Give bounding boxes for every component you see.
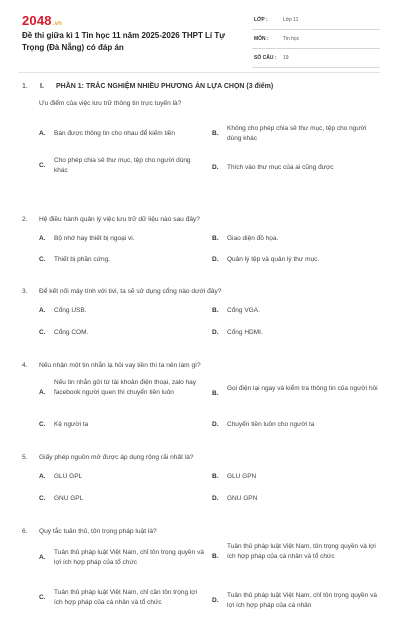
exam-content <box>0 80 400 624</box>
question-line <box>0 450 400 468</box>
option-key: D. <box>212 421 219 428</box>
option-text: Cổng COM. <box>54 329 89 336</box>
question-4 <box>0 358 400 450</box>
option-text: Bộ nhớ hay thiết bị ngoại vi. <box>54 235 135 242</box>
option-key: B. <box>212 390 219 397</box>
meta-row-count <box>252 52 380 68</box>
option-key: A. <box>39 235 46 242</box>
option-key: D. <box>212 495 219 502</box>
option-c[interactable] <box>39 156 209 178</box>
option-key: A. <box>39 389 46 396</box>
question-number: 4. <box>22 362 28 369</box>
option-key: B. <box>212 130 219 137</box>
option-key: A. <box>39 554 46 561</box>
option-c[interactable] <box>39 588 209 610</box>
option-text: Gọi điện lại ngay và kiểm tra thông tin của người hỏi <box>227 385 378 392</box>
option-text: Cổng HDMI. <box>227 329 263 336</box>
option-text: GLU GPL <box>54 473 83 480</box>
section-title: PHẦN 1: TRẮC NGHIỆM NHIỀU PHƯƠNG ÁN LỰA CHỌN (3 điểm) <box>56 83 274 90</box>
question-text: Quy tắc tuân thủ, tôn trọng pháp luật là? <box>39 528 157 535</box>
meta-row-class <box>252 14 380 30</box>
logo-main: 2048 <box>22 13 52 28</box>
option-key: B. <box>212 307 219 314</box>
document-meta <box>252 14 380 71</box>
meta-value: 19 <box>283 55 289 61</box>
option-key: C. <box>39 329 46 336</box>
question-text: Nếu nhận một tin nhắn lạ hỏi vay tiền thì ta nên làm gì? <box>39 362 201 369</box>
option-text: Cổng USB. <box>54 307 87 314</box>
question-line <box>0 358 400 376</box>
question-line <box>0 212 400 230</box>
option-d[interactable] <box>212 591 382 613</box>
option-text: Nếu tin nhắn gửi từ tài khoản điện thoại, zalo hay facebook người quen thì chuyển tiền luôn <box>54 379 197 396</box>
option-text: Chuyển tiền luôn cho người ta <box>227 421 315 428</box>
meta-key: SỐ CÂU : <box>254 55 277 61</box>
option-key: C. <box>39 256 46 263</box>
question-5 <box>0 450 400 524</box>
option-text: Tuân thủ pháp luật Việt Nam, tôn trọng quyền và lợi ích hợp pháp của cá nhân và tổ chức <box>227 543 376 560</box>
option-key: C. <box>39 594 46 601</box>
option-key: D. <box>212 597 219 604</box>
question-number: 1. <box>22 83 28 90</box>
option-key: D. <box>212 256 219 263</box>
question-line <box>0 524 400 542</box>
logo-sub: .vn <box>52 21 63 27</box>
option-text: Thiết bị phần cứng. <box>54 256 111 263</box>
meta-key: LỚP : <box>254 17 268 23</box>
option-key: B. <box>212 473 219 480</box>
option-b[interactable] <box>212 384 382 406</box>
option-key: A. <box>39 307 46 314</box>
site-logo[interactable] <box>22 13 62 28</box>
question-number: 5. <box>22 454 28 461</box>
section-heading <box>0 80 400 100</box>
question-2 <box>0 212 400 284</box>
option-text: Không cho phép chia sẻ thư mục, tệp cho người dùng khác <box>227 125 367 142</box>
option-text: Kệ người ta <box>54 421 89 428</box>
option-text: Cho phép chia sẻ thư mục, tệp cho người dùng khác <box>54 157 191 174</box>
option-text: GNU GPN <box>227 495 258 502</box>
meta-row-subject <box>252 33 380 49</box>
question-text: Hệ điều hành quản lý việc lưu trữ dữ liệu nào sau đây? <box>39 216 200 223</box>
option-list <box>0 122 400 212</box>
option-text: Tuân thủ pháp luật Việt Nam, chỉ tôn trọng quyền và lợi ích hợp pháp của tổ chức <box>54 549 204 566</box>
meta-key: MÔN : <box>254 36 269 42</box>
option-text: Giao diện đồ họa. <box>227 235 279 242</box>
question-6 <box>0 524 400 624</box>
question-number: 2. <box>22 216 28 223</box>
option-b[interactable] <box>212 542 382 574</box>
question-1 <box>0 100 400 212</box>
option-text: GLU GPN <box>227 473 257 480</box>
header-divider <box>18 72 380 73</box>
option-a[interactable] <box>39 548 209 570</box>
document-title: Đề thi giữa kì 1 Tin học 11 năm 2025-2026 THPT Lí Tự Trọng (Đà Nẵng) có đáp án <box>22 31 226 52</box>
option-text: Quản lý tệp và quản lý thư mục. <box>227 256 320 263</box>
question-number: 6. <box>22 528 28 535</box>
option-text: Cổng VGA. <box>227 307 260 314</box>
option-text: Tuân thủ pháp luật Việt Nam, chỉ cần tôn trọng lợi ích hợp pháp của cá nhân và tổ chức <box>54 589 198 606</box>
option-b[interactable] <box>212 124 382 146</box>
option-text: Tuân thủ pháp luật Việt Nam, chỉ tôn trọng quyền và lợi ích hợp pháp của cá nhân <box>227 592 377 609</box>
document-header <box>0 0 400 66</box>
meta-value: Lớp 11 <box>283 17 299 23</box>
question-number: 3. <box>22 288 28 295</box>
option-text: Thích vào thư mục của ai cũng được <box>227 164 334 171</box>
option-key: A. <box>39 130 46 137</box>
option-key: B. <box>212 235 219 242</box>
question-line <box>0 284 400 302</box>
option-key: B. <box>212 553 219 560</box>
section-ordinal: I. <box>40 83 44 90</box>
meta-value: Tin học <box>283 36 300 42</box>
option-key: D. <box>212 329 219 336</box>
option-key: A. <box>39 473 46 480</box>
option-key: C. <box>39 495 46 502</box>
question-text: Để kết nối máy tính với tivi, ta sẽ sử dụng cổng nào dưới đây? <box>39 288 222 295</box>
option-key: D. <box>212 164 219 171</box>
question-text: Giấy phép nguồn mở được áp dụng rộng rãi nhất là? <box>39 454 194 461</box>
question-3 <box>0 284 400 358</box>
question-text: Ưu điểm của việc lưu trữ thông tin trực tuyến là? <box>39 100 182 107</box>
option-key: C. <box>39 421 46 428</box>
option-text: Bán được thông tin cho nhau để kiếm tiền <box>54 130 175 137</box>
option-key: C. <box>39 162 46 169</box>
option-text: GNU GPL <box>54 495 84 502</box>
option-a[interactable] <box>39 378 209 410</box>
